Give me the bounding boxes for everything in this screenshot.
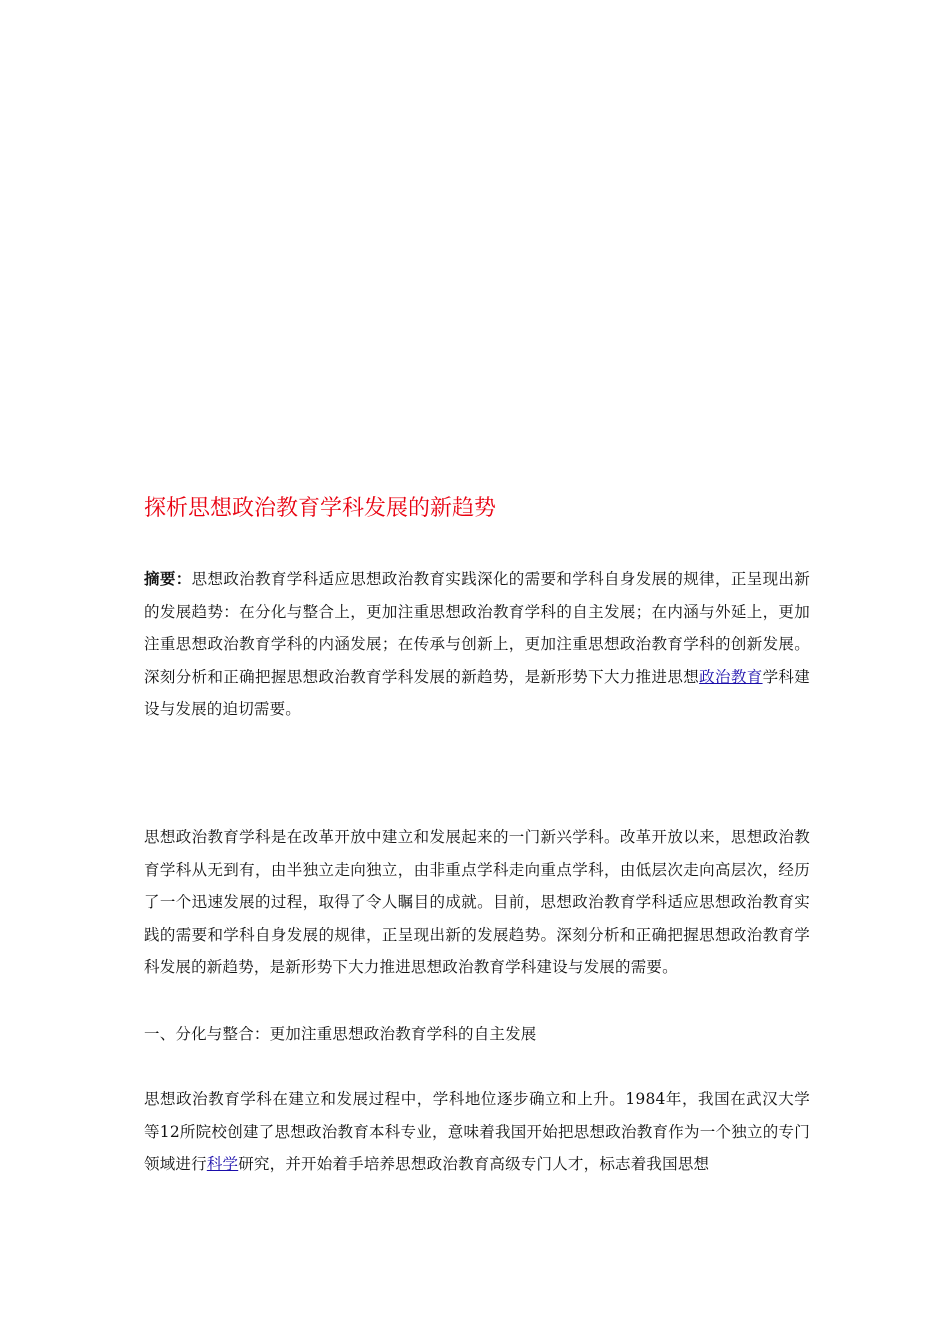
- section1-text-after-link: 研究，并开始着手培养思想政治教育高级专门人才，标志着我国思想: [238, 1155, 710, 1173]
- section1-text-before-link: 思想政治教育学科在建立和发展过程中，学科地位逐步确立和上升。1984年，我国在武汉大学等12所院校创建了思想政治教育本科专业，意味着我国开始把思想政治教育作为一个独立的专门领域进行: [144, 1090, 810, 1173]
- abstract-link-political-education[interactable]: 政治教育: [699, 667, 763, 686]
- section1-link-science[interactable]: 科学: [206, 1155, 239, 1173]
- section-heading-1: 一、分化与整合：更加注重思想政治教育学科的自主发展: [144, 1025, 537, 1043]
- abstract-paragraph: [144, 563, 810, 726]
- abstract-text-before-link: 思想政治教育学科适应思想政治教育实践深化的需要和学科自身发展的规律，正呈现出新的发展趋势：在分化与整合上，更加注重思想政治教育学科的自主发展；在内涵与外延上，更加注重思想政治教育学科的内涵发展；在传承与创新上，更加注重思想政治教育学科的创新发展。深刻分析和正确把握思想政治教育学科发展的新趋势，是新形势下大力推进思想: [144, 570, 810, 686]
- abstract-label: 摘要：: [144, 570, 192, 588]
- intro-paragraph: 思想政治教育学科是在改革开放中建立和发展起来的一门新兴学科。改革开放以来，思想政治教育学科从无到有，由半独立走向独立，由非重点学科走向重点学科，由低层次走向高层次，经历了一个迅速发展的过程，取得了令人瞩目的成就。目前，思想政治教育学科适应思想政治教育实践的需要和学科自身发展的规律，正呈现出新的发展趋势。深刻分析和正确把握思想政治教育学科发展的新趋势，是新形势下大力推进思想政治教育学科建设与发展的需要。: [144, 828, 810, 976]
- abstract-text-after-link: 学科建设与发展的迫切需要。: [144, 667, 810, 718]
- document-title: 探析思想政治教育学科发展的新趋势: [144, 496, 497, 521]
- section1-paragraph: [144, 1083, 810, 1181]
